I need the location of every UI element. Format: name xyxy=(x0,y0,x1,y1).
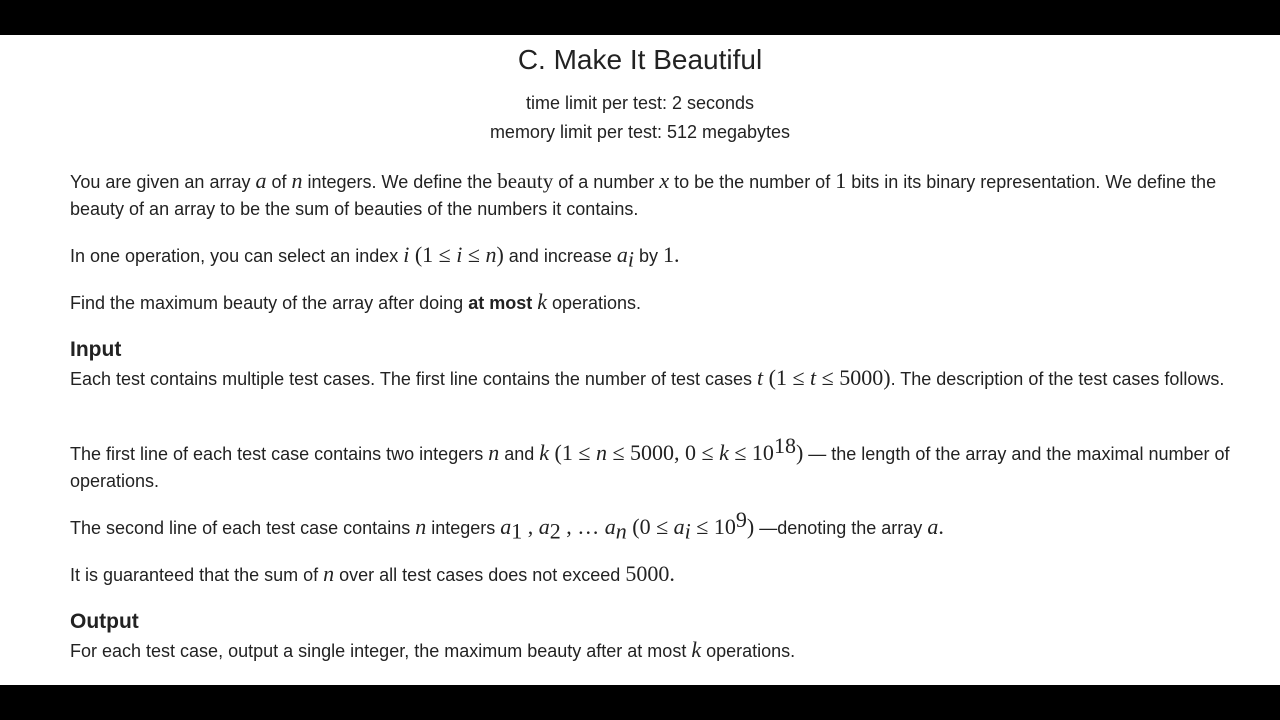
math-var: n xyxy=(291,168,303,193)
math-num: 1 xyxy=(835,168,847,193)
memory-limit: memory limit per test: 512 megabytes xyxy=(489,122,791,142)
math-var: a xyxy=(255,168,267,193)
time-limit: time limit per test: 2 seconds xyxy=(525,93,755,113)
term-beauty: beauty xyxy=(497,169,554,193)
output-heading: Output xyxy=(70,610,139,633)
letterbox-bottom xyxy=(0,685,1280,720)
input-paragraph-1: Each test contains multiple test cases. The first line contains the number of test cases t (1 ≤ t ≤ 5000). The description of the test cases follows. xyxy=(70,365,1225,390)
input-paragraph-4: It is guaranteed that the sum of n over all test cases does not exceed 5000. xyxy=(70,561,675,586)
letterbox-top xyxy=(0,0,1280,35)
math-var: x xyxy=(659,168,670,193)
output-paragraph-1: For each test case, output a single integer, the maximum beauty after at most k operations. xyxy=(70,637,796,662)
input-paragraph-2: The first line of each test case contains two integers n and k (1 ≤ n ≤ 5000, $0 \le k \le 10^{18}$) — the length of the array and the maximal number of operations. xyxy=(70,433,1230,491)
problem-title: C. Make It Beautiful xyxy=(517,44,763,75)
statement-paragraph-2: In one operation, you can select an index i (1 ≤ i ≤ n) and increase $a_i$ by 1. xyxy=(70,242,680,272)
statement-paragraph-1: You are given an array a of n integers. We define the beauty of a number x to be the number of 1 bits in its binary representation. We define the beauty of an array to be the sum of beauties of the numbers it contains. xyxy=(70,168,1217,219)
input-heading: Input xyxy=(70,338,122,361)
input-paragraph-3: The second line of each test case contains n integers $a_1$ , $a_2$ , … $a_n$ $(0 \le a_i \le 10^9)$ —denoting the array a. xyxy=(70,507,944,544)
emphasis: at most xyxy=(468,293,533,313)
problem-page xyxy=(0,35,1280,685)
statement-paragraph-3: Find the maximum beauty of the array after doing at most k operations. xyxy=(70,289,642,314)
